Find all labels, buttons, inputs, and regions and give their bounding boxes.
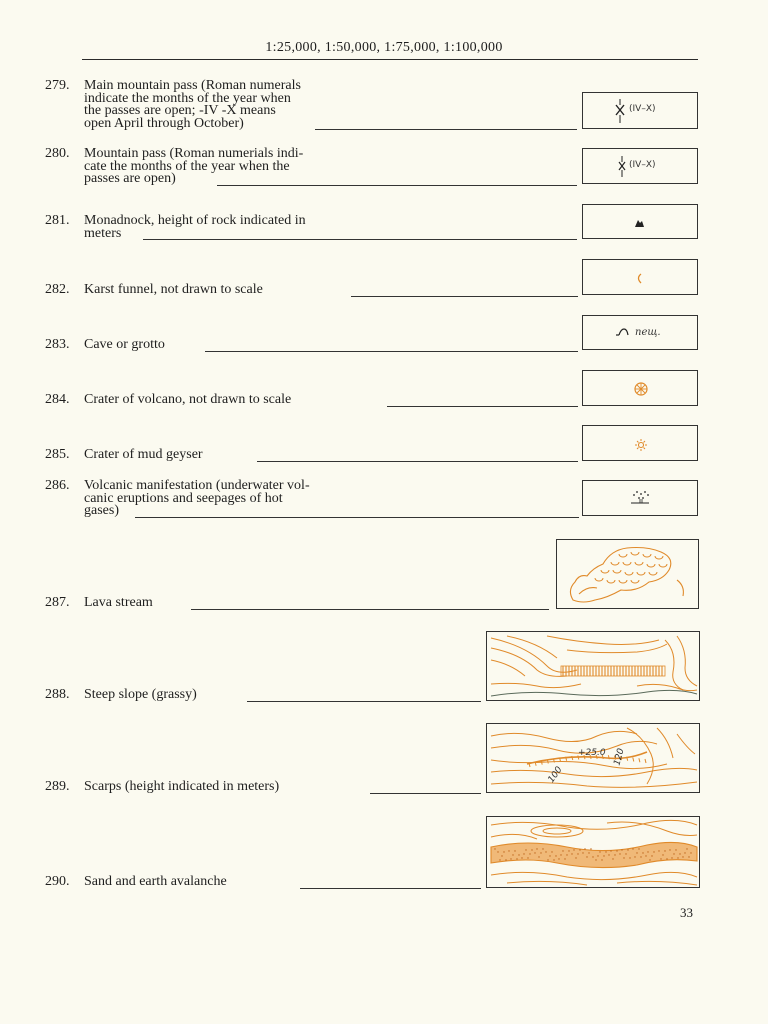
- entry-text: Karst funnel, not drawn to scale: [84, 282, 263, 297]
- entry-text: passes are open): [84, 171, 176, 187]
- entry-text: Main mountain pass (Roman numerals: [84, 78, 301, 93]
- entry-number: 285.: [45, 447, 70, 462]
- entry-text: Crater of volcano, not drawn to scale: [84, 392, 292, 407]
- leader-line: [217, 185, 577, 186]
- entry-number: 282.: [45, 282, 70, 297]
- entry-288: [45, 689, 197, 702]
- entry-289: [45, 781, 279, 794]
- karst-funnel-icon: [583, 260, 699, 296]
- avalanche-icon: [487, 817, 701, 889]
- entry-number: 280.: [45, 146, 70, 161]
- scale-header: 1:25,000, 1:50,000, 1:75,000, 1:100,000: [265, 40, 503, 55]
- entry-text: indicate the months of the year when: [84, 90, 291, 106]
- symbol-scarps: [486, 723, 700, 793]
- entry-number: 281.: [45, 213, 70, 228]
- entry-text: the passes are open; -IV -X means: [84, 103, 276, 119]
- leader-line: [370, 793, 481, 794]
- entry-279: [45, 80, 301, 130]
- leader-line: [257, 461, 578, 462]
- scarp-height-label: +25.0: [578, 748, 606, 758]
- entry-285: [45, 449, 203, 462]
- entry-281: [45, 215, 306, 240]
- entry-text: Steep slope (grassy): [84, 687, 197, 702]
- contour-label: 120: [612, 747, 627, 767]
- symbol-main-mountain-pass: [582, 92, 698, 129]
- symbol-karst-funnel: [582, 259, 698, 295]
- entry-number: 290.: [45, 874, 70, 889]
- entry-number: 287.: [45, 595, 70, 610]
- leader-line: [315, 129, 577, 130]
- page-number: 33: [680, 905, 693, 920]
- symbol-cave: [582, 315, 698, 350]
- entry-text: meters: [84, 225, 122, 241]
- mud-geyser-icon: [583, 426, 699, 462]
- entry-number: 279.: [45, 78, 70, 93]
- entry-text: Lava stream: [84, 595, 153, 610]
- leader-line: [351, 296, 578, 297]
- entry-text: Scarps (height indicated in meters): [84, 779, 280, 794]
- entry-text: Sand and earth avalanche: [84, 874, 227, 889]
- entry-286: [45, 480, 310, 518]
- contour-label: 100: [546, 765, 565, 785]
- rock-icon: [583, 205, 699, 240]
- scarps-icon: [487, 724, 701, 794]
- entry-number: 288.: [45, 687, 70, 702]
- leader-line: [300, 888, 481, 889]
- leader-line: [387, 406, 578, 407]
- entry-text: canic eruptions and seepages of hot: [84, 490, 283, 506]
- entry-283: [45, 339, 165, 352]
- symbol-label: (IV–X): [629, 104, 656, 114]
- symbol-label: (IV–X): [629, 160, 656, 170]
- entry-282: [45, 284, 263, 297]
- symbol-steep-slope: [486, 631, 700, 701]
- steep-slope-icon: [487, 632, 701, 702]
- entry-text: Mountain pass (Roman numerials indi-: [84, 146, 304, 161]
- entry-text: cate the months of the year when the: [84, 158, 290, 174]
- leader-line: [143, 239, 577, 240]
- entry-text: Cave or grotto: [84, 337, 165, 352]
- entry-number: 289.: [45, 779, 70, 794]
- entry-284: [45, 394, 291, 407]
- header-rule: [82, 59, 698, 60]
- entry-287: [45, 597, 153, 610]
- entry-text: Crater of mud geyser: [84, 447, 203, 462]
- volcanic-manifestation-icon: [583, 481, 699, 517]
- entry-280: [45, 148, 303, 186]
- symbol-volcanic-manifestation: [582, 480, 698, 516]
- entry-text: Monadnock, height of rock indicated in: [84, 213, 306, 228]
- leader-line: [135, 517, 579, 518]
- entry-text: Volcanic manifestation (underwater vol-: [84, 478, 310, 493]
- leader-line: [247, 701, 481, 702]
- symbol-lava-stream: [556, 539, 699, 609]
- entry-number: 283.: [45, 337, 70, 352]
- volcano-crater-icon: [583, 371, 699, 407]
- symbol-mud-geyser: [582, 425, 698, 461]
- symbol-volcano-crater: [582, 370, 698, 406]
- lava-stream-icon: [557, 540, 700, 610]
- symbol-monadnock: [582, 204, 698, 239]
- leader-line: [191, 609, 549, 610]
- symbol-avalanche: [486, 816, 700, 888]
- symbol-mountain-pass: [582, 148, 698, 184]
- entry-text: open April through October): [84, 115, 244, 131]
- entry-text: gases): [84, 503, 119, 519]
- symbol-label: пещ.: [635, 327, 661, 338]
- leader-line: [205, 351, 578, 352]
- entry-number: 286.: [45, 478, 70, 493]
- entry-290: [45, 876, 227, 889]
- entry-number: 284.: [45, 392, 70, 407]
